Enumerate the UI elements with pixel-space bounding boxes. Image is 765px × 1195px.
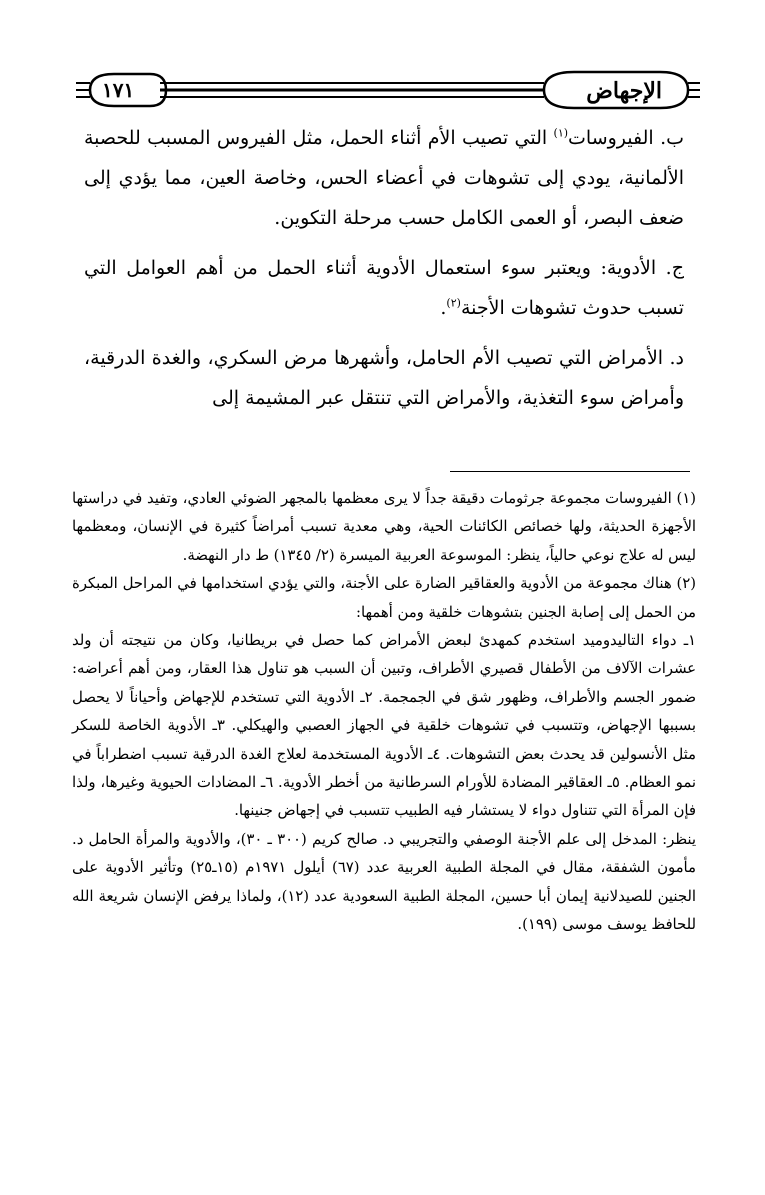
paragraph-text: ج. الأدوية: ويعتبر سوء استعمال الأدوية أثناء الحمل من أهم العوامل التي تسبب حدوث تشوهات الأجنة	[84, 257, 684, 319]
footnote-ref-1: (١)	[553, 126, 569, 140]
paragraph-drugs	[84, 248, 684, 328]
footnote-2-list: ١ـ دواء التاليدوميد استخدم كمهدئ لبعض الأمراض كما حصل في بريطانيا، وكان من نتيجته أن ولد عشرات الآلاف من الأطفال قصيري الأطراف، وتبين أن السبب هو تناول هذا العقار، ومن أهم أعراضه: ضمور الجسم والأطراف، وظهور شق في الجمجمة. ٢ـ الأدوية التي تستخدم للإجهاض وأحياناً لا يحصل بسببها الإجهاض، وتتسبب في تشوهات خلقية في الجهاز العصبي والهيكلي. ٣ـ الأدوية الخاصة للسكر مثل الأنسولين قد يحدث بعض التشوهات. ٤ـ الأدوية المستخدمة لعلاج الغدة الدرقية تسبب اضطراباً في نمو العظام. ٥ـ العقاقير المضادة للأورام السرطانية من أخطر الأدوية. ٦ـ المضادات الحيوية وغيرها، ولذا فإن المرأة التي تتناول دواء لا يستشار فيه الطبيب تتسبب في إجهاض جنينها.	[72, 632, 696, 820]
paragraph-text: د. الأمراض التي تصيب الأم الحامل، وأشهرها مرض السكري، والغدة الدرقية، وأمراض سوء التغذية، والأمراض التي تنتقل عبر المشيمة إلى	[84, 347, 684, 409]
page-number: ١٧١	[102, 78, 135, 102]
main-text	[84, 118, 684, 424]
paragraph-viruses	[84, 118, 684, 238]
page-header	[74, 66, 702, 118]
footnotes	[72, 485, 696, 940]
paragraph-text: ب. الفيروسات	[568, 127, 684, 149]
footnote-references: ينظر: المدخل إلى علم الأجنة الوصفي والتجريبي د. صالح كريم (٣٠٠ ـ ٣٠)، والأدوية والمرأة الحامل د. مأمون الشفقة، مقال في المجلة الطبية العربية عدد (٦٧) أيلول ١٩٧١م (١٥ـ٢٥) وتأثير الأدوية على الجنين للصيدلانية إيمان أبا حسين، المجلة الطبية السعودية عدد (١٢)، ولماذا يرفض الإنسان شريعة الله للحافظ يوسف موسى (١٩٩).	[72, 830, 697, 934]
chapter-title: الإجهاض	[586, 78, 662, 104]
footnote-1: (١) الفيروسات مجموعة جرثومات دقيقة جداً لا يرى معظمها بالمجهر الضوئي العادي، وتفيد في دراستها الأجهزة الحديثة، ولها خصائص الكائنات الحية، وهي معدية تسبب أمراضاً كثيرة في الإنسان، ومعظمها ليس له علاج نوعي حالياً، ينظر: الموسوعة العربية الميسرة (٢/ ١٣٤٥) ط دار النهضة.	[72, 490, 696, 564]
paragraph-text: .	[440, 297, 447, 319]
footnote-ref-2: (٢)	[446, 296, 461, 310]
paragraph-text: التي تصيب الأم أثناء الحمل، مثل الفيروس المسبب للحصبة الألمانية، يودي إلى تشوهات في أعضاء الحس، وخاصة العين، مما يؤدي إلى ضعف البصر، أو العمى الكامل حسب مرحلة التكوين.	[84, 127, 684, 229]
footnote-2: (٢) هناك مجموعة من الأدوية والعقاقير الضارة على الأجنة، والتي يؤدي استخدامها في المراحل المبكرة من الحمل إلى إصابة الجنين بتشوهات خلقية ومن أهمها:	[72, 575, 696, 621]
paragraph-diseases	[84, 338, 684, 418]
footnote-separator	[450, 471, 690, 472]
